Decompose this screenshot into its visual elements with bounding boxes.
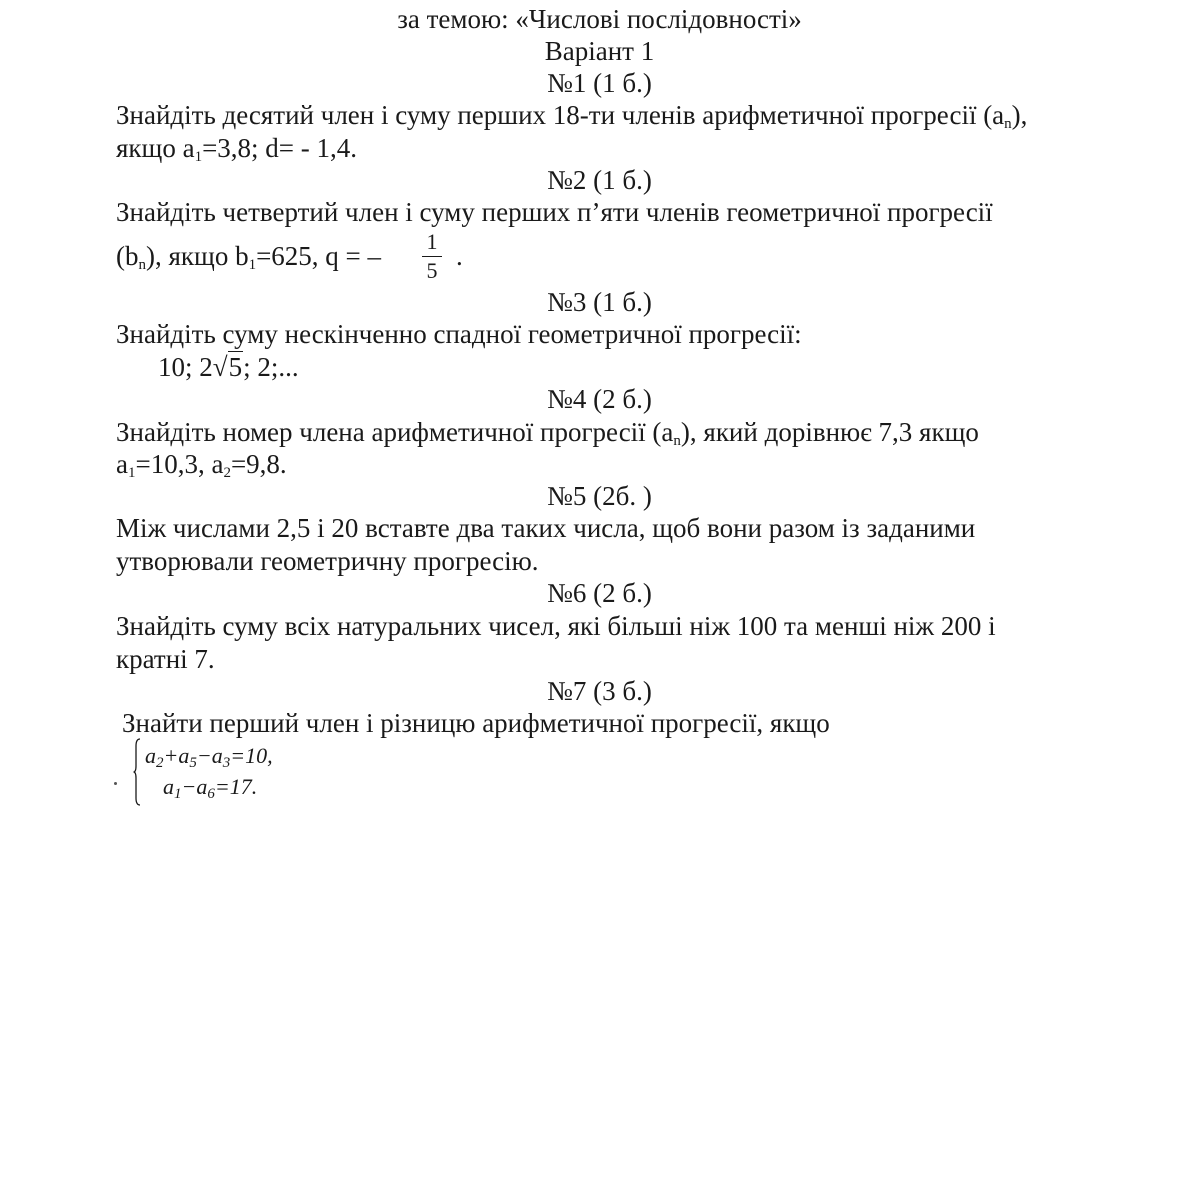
task-3-heading: №3 (1 б.) <box>547 287 652 317</box>
square-root: √5 <box>212 352 243 382</box>
task-5-text-line-1: Між числами 2,5 і 20 вставте два таких числа, щоб вони разом із заданими <box>116 513 976 543</box>
task-2-text-line-2: $(b_n)$, якщо $b_1=625$, q = – <box>116 241 382 273</box>
task-7-heading: №7 (3 б.) <box>547 676 652 706</box>
fraction-denominator: 5 <box>426 258 438 283</box>
variant-title: Варіант 1 <box>544 36 655 66</box>
task-3-text-line-1: Знайдіть суму нескінченно спадної геометричної прогресії: <box>116 319 802 349</box>
stray-mark <box>114 782 117 785</box>
system-equation-1: $a_2+a_5-a_3=10$, <box>145 743 273 771</box>
task-6-text-line-2: кратні 7. <box>116 644 215 674</box>
fraction-one-fifth <box>420 230 444 283</box>
task-5-text-line-2: утворювали геометричну прогресію. <box>116 546 539 576</box>
system-brace-icon <box>133 738 141 806</box>
task-4-text-line-2: $a_1=10,3$, $a_2=9,8$. <box>116 449 287 481</box>
task-2-heading: №2 (1 б.) <box>547 165 652 195</box>
topic-title: за темою: «Числові послідовності» <box>397 4 802 34</box>
fraction-bar <box>422 256 442 257</box>
task-1-text-line-1: Знайдіть десятий член і суму перших 18-ти членів арифметичної прогресії $(a_n)$, <box>116 100 1028 132</box>
task-2-period: . <box>456 241 463 271</box>
task-1-heading: №1 (1 б.) <box>547 68 652 98</box>
task-4-text-line-1: Знайдіть номер члена арифметичної прогресії $(a_n)$, який дорівнює 7,3 якщо <box>116 417 979 449</box>
task-4-heading: №4 (2 б.) <box>547 384 652 414</box>
task-5-heading: №5 (2б. ) <box>547 481 652 511</box>
task-6-text-line-1: Знайдіть суму всіх натуральних чисел, які більші ніж 100 та менші ніж 200 і <box>116 611 996 641</box>
task-3-sequence: 10; 2√5; 2;... <box>158 352 299 382</box>
radicand: 5 <box>228 352 243 382</box>
task-2-text-line-1: Знайдіть четвертий член і суму перших п’яти членів геометричної прогресії <box>116 197 993 227</box>
task-6-heading: №6 (2 б.) <box>547 578 652 608</box>
task-7-text-line-1: Знайти перший член і різницю арифметичної прогресії, якщо <box>122 708 830 738</box>
task-1-text-line-2: якщо $a_1=3,8$; d= - 1,4. <box>116 133 358 165</box>
system-equation-2: $a_1-a_6=17$. <box>163 774 258 802</box>
fraction-numerator: 1 <box>426 229 438 254</box>
